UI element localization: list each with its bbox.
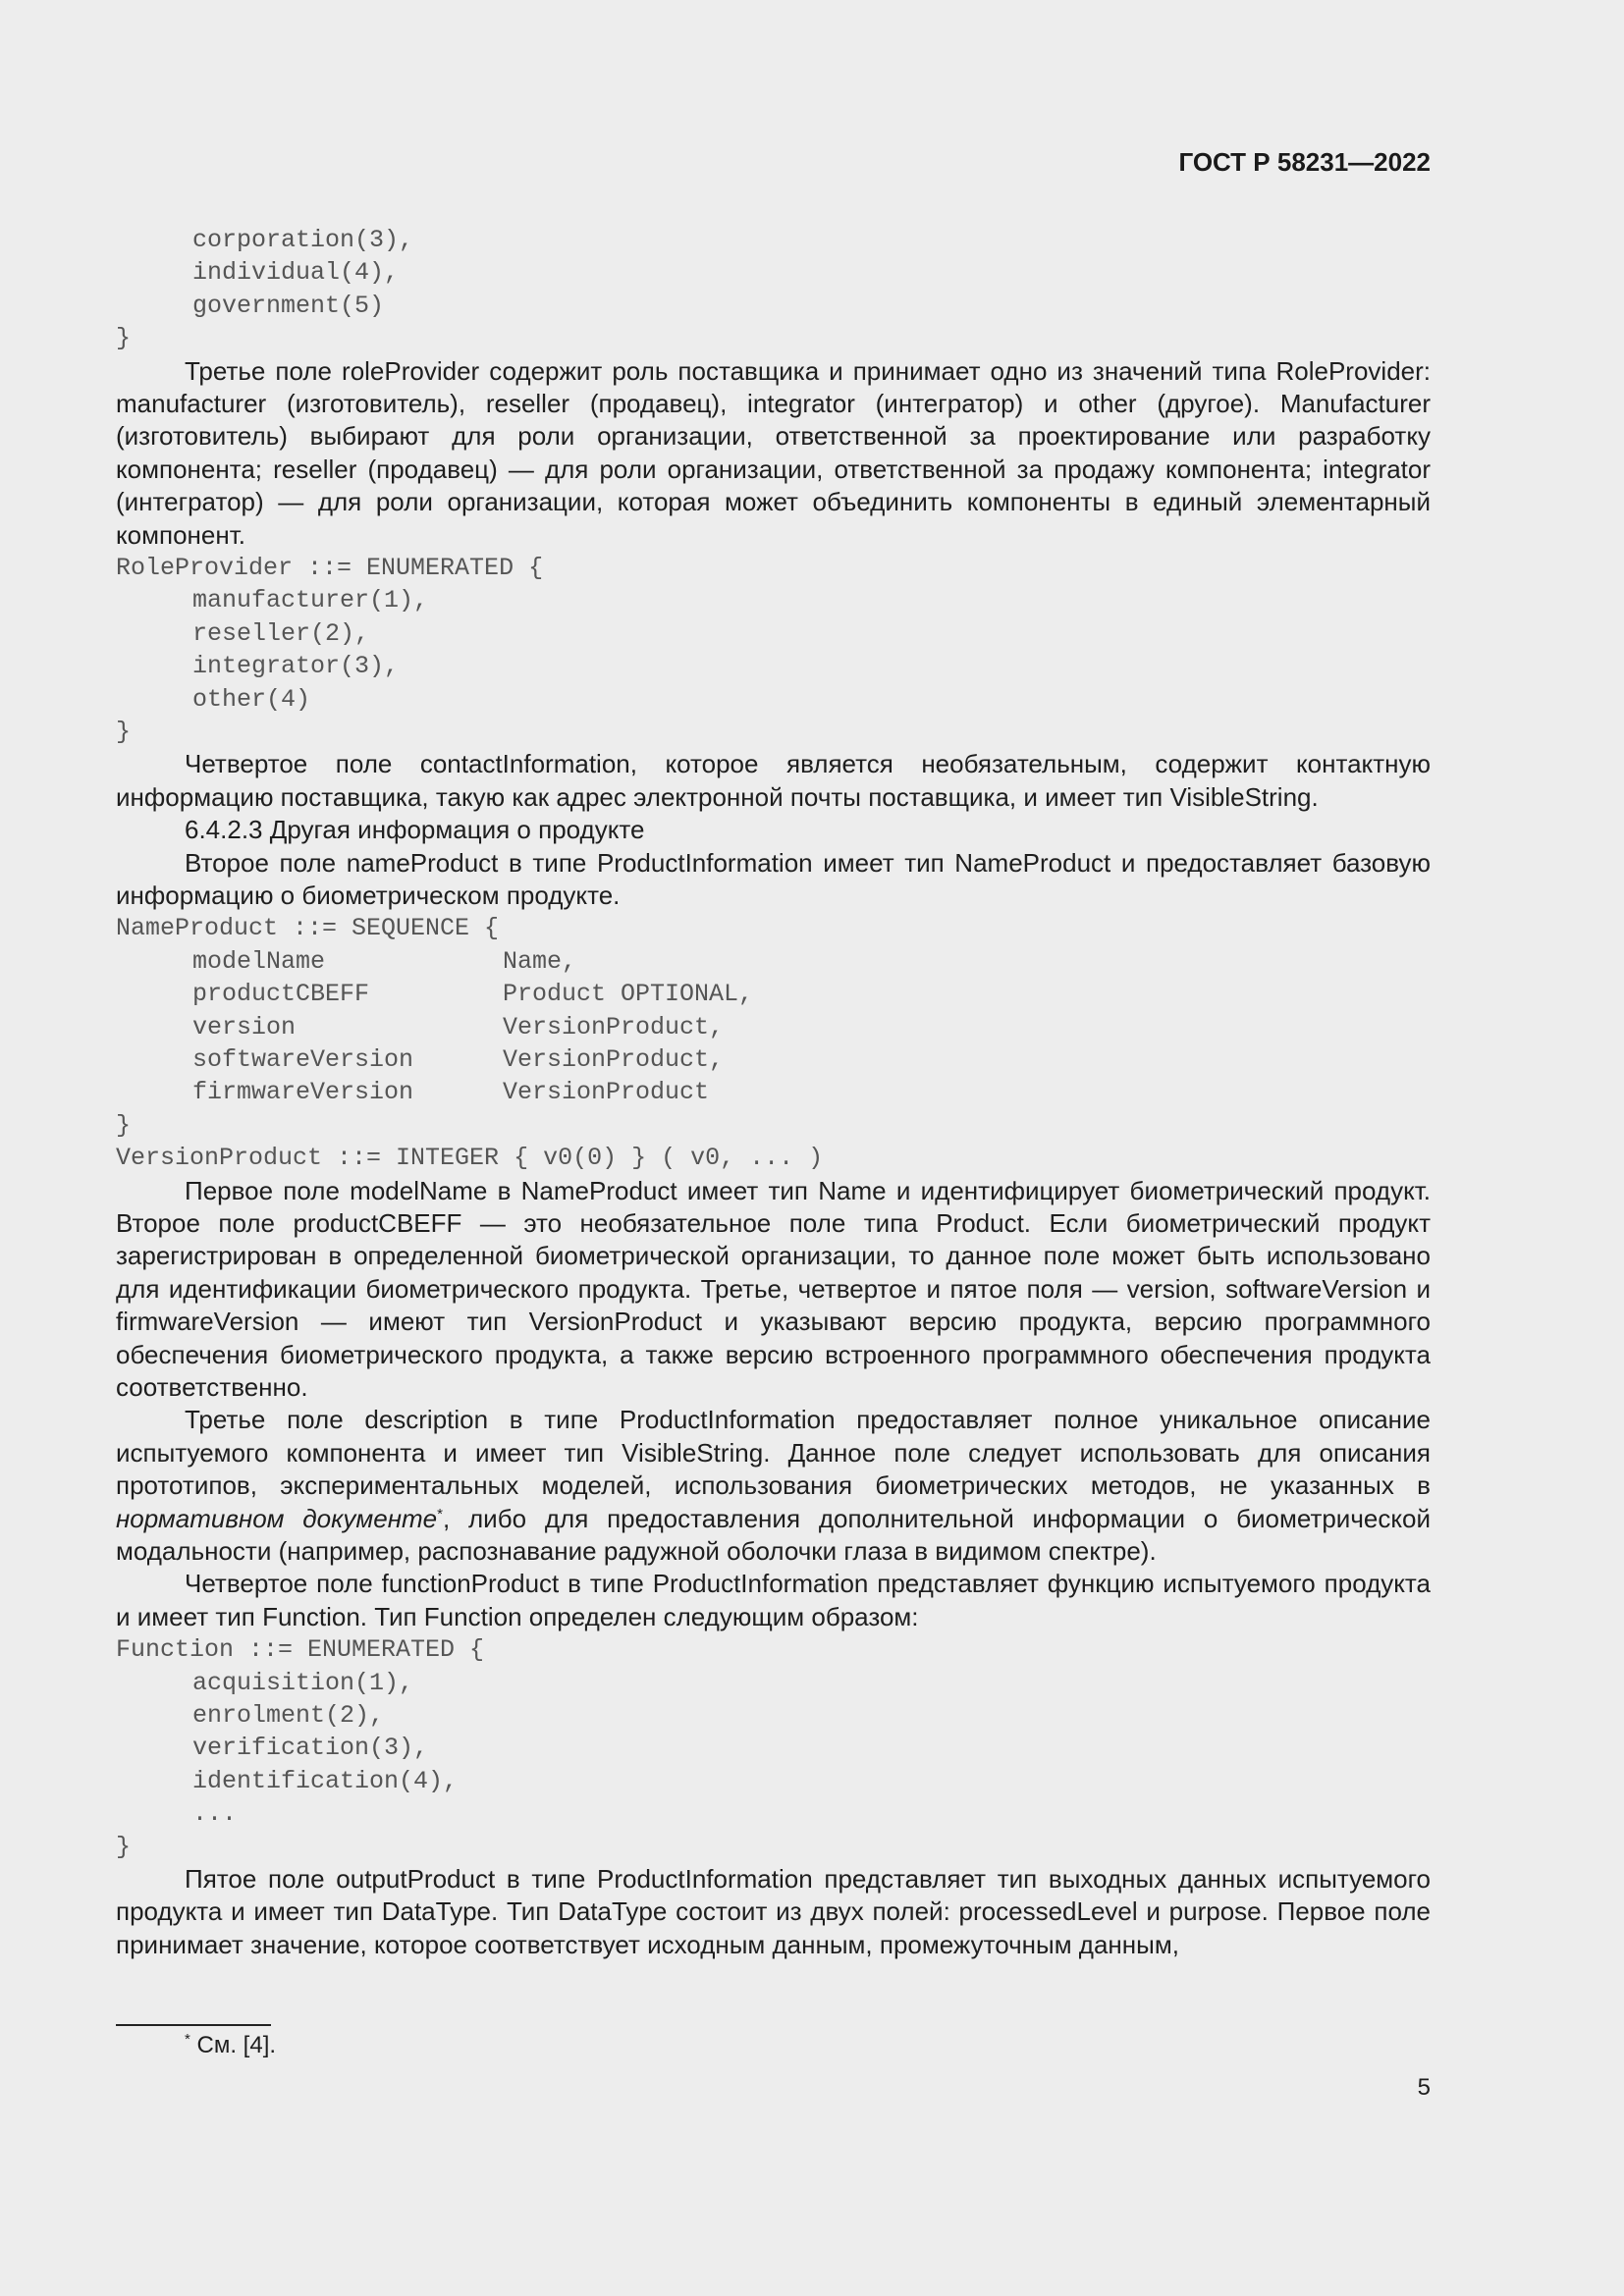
- code-block-name-product: [116, 912, 1431, 1174]
- paragraph-description: [116, 1404, 1431, 1568]
- text-run: , либо для предоставления дополнительной информации о биометрической модальности (например, распознавание радужной оболочки глаза в видимом спектре).: [116, 1503, 1431, 1566]
- code-block-function: [116, 1633, 1431, 1863]
- field-name: version: [192, 1012, 297, 1041]
- code-line: VersionProduct ::= INTEGER { v0(0) } ( v0, ... ): [116, 1144, 824, 1173]
- footnote-text: См. [4].: [189, 2032, 277, 2058]
- paragraph-model-name: Первое поле modelName в NameProduct имеет тип Name и идентифицирует биометрический продукт. Второе поле productCBEFF — это необязательное поле типа Product. Если биометрический продукт зарегистрирован в определенной биометрической организации, то данное поле может быть использовано для идентификации биометрического продукта. Третье, четвертое и пятое поля — version, softwareVersion и firmwareVersion — имеют тип VersionProduct и указывают версию продукта, версию программного обеспечения биометрического продукта, а также версию встроенного программного обеспечения продукта соответственно.: [116, 1175, 1431, 1402]
- field-name: productCBEFF: [192, 980, 370, 1009]
- field-name: softwareVersion: [192, 1044, 414, 1074]
- code-line: manufacturer(1),: [192, 586, 429, 615]
- paragraph-function-product: Четвертое поле functionProduct в типе ProductInformation представляет функцию испытуемого продукта и имеет тип Function. Тип Function определен следующим образом:: [116, 1569, 1431, 1631]
- code-line: }: [116, 1832, 132, 1861]
- field-type: Product OPTIONAL,: [503, 980, 754, 1009]
- code-line: }: [116, 324, 132, 353]
- footnote-marker: *: [437, 1505, 443, 1522]
- field-name: firmwareVersion: [192, 1078, 414, 1107]
- code-line: identification(4),: [192, 1766, 459, 1795]
- code-block-enum-tail: [116, 224, 1431, 355]
- code-line: acquisition(1),: [192, 1668, 414, 1697]
- code-line: integrator(3),: [192, 652, 400, 681]
- footnote-divider: [116, 2024, 271, 2026]
- paragraph-role-provider: Третье поле roleProvider содержит роль поставщика и принимает одно из значений типа RoleProvider: manufacturer (изготовитель), reseller (продавец), integrator (интегратор) и other (другое). Manufacturer (изготовитель) выбирают для роли организации, ответственной за проектирование или разработку компонента; reseller (продавец) — для роли организации, ответственной за продажу компонента; integrator (интегратор) — для роли организации, которая может объединить компоненты в единый элементарный компонент.: [116, 355, 1431, 550]
- code-line: }: [116, 717, 132, 746]
- field-name: modelName: [192, 946, 326, 976]
- paragraph-name-product: Второе поле nameProduct в типе ProductInformation имеет тип NameProduct и предоставляет базовую информацию о биометрическом продукте.: [116, 847, 1431, 910]
- code-row: [116, 945, 1431, 978]
- field-type: Name,: [503, 946, 577, 976]
- code-row: [116, 978, 1431, 1010]
- code-line: enrolment(2),: [192, 1700, 385, 1730]
- paragraph-contact-information: Четвертое поле contactInformation, которое является необязательным, содержит контактную информацию поставщика, такую как адрес электронной почты поставщика, и имеет тип VisibleString.: [116, 749, 1431, 812]
- code-line: verification(3),: [192, 1734, 429, 1763]
- footnote: [185, 2032, 276, 2059]
- code-line: ...: [192, 1799, 238, 1829]
- code-block-role-provider: [116, 552, 1431, 748]
- code-row: [116, 1076, 1431, 1108]
- document-header: ГОСТ Р 58231—2022: [1178, 147, 1431, 177]
- code-line: corporation(3),: [192, 226, 414, 254]
- code-row: [116, 1043, 1431, 1076]
- code-line: Function ::= ENUMERATED {: [116, 1635, 485, 1665]
- footnote-marker: *: [185, 2031, 190, 2048]
- code-line: reseller(2),: [192, 618, 370, 648]
- code-line: government(5): [192, 291, 385, 320]
- text-run: Третье поле description в типе ProductInformation предоставляет полное уникальное описание испытуемого компонента и имеет тип VisibleString. Данное поле следует использовать для описания прототипов, экспериментальных моделей, использования биометрических методов, не указанных в: [116, 1405, 1431, 1501]
- normative-document-term: нормативном документе: [116, 1503, 438, 1533]
- code-line: individual(4),: [192, 258, 400, 288]
- code-line: NameProduct ::= SEQUENCE {: [116, 914, 500, 943]
- code-line: other(4): [192, 684, 311, 714]
- page-number: 5: [1417, 2074, 1431, 2101]
- page-body: [116, 224, 1431, 1961]
- field-type: VersionProduct,: [503, 1012, 725, 1041]
- section-heading: 6.4.2.3 Другая информация о продукте: [185, 815, 645, 845]
- code-line: }: [116, 1110, 132, 1140]
- code-line: RoleProvider ::= ENUMERATED {: [116, 554, 544, 582]
- paragraph-output-product: Пятое поле outputProduct в типе ProductInformation представляет тип выходных данных испытуемого продукта и имеет тип DataType. Тип DataType состоит из двух полей: processedLevel и purpose. Первое поле принимает значение, которое соответствует исходным данным, промежуточным данным,: [116, 1863, 1431, 1959]
- field-type: VersionProduct: [503, 1078, 710, 1107]
- code-row: [116, 1011, 1431, 1043]
- field-type: VersionProduct,: [503, 1044, 725, 1074]
